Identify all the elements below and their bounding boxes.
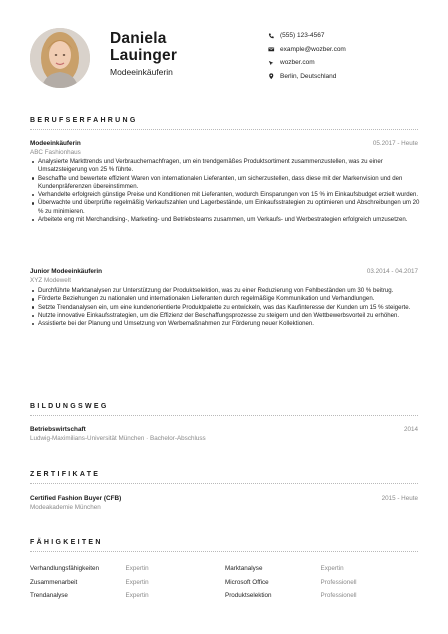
skill-level: Professionell: [320, 592, 357, 600]
contact-email-text[interactable]: example@wozber.com: [280, 45, 346, 53]
section-divider: [30, 483, 418, 484]
skill-name: Microsoft Office: [225, 578, 269, 586]
location-pin-icon: [268, 73, 278, 80]
contact-location: [268, 70, 428, 84]
education-institution: Ludwig-Maximilians-Universität München · Bachelor-Abschluss: [30, 435, 206, 442]
skill-level: Expertin: [125, 578, 149, 586]
contact-website[interactable]: [268, 56, 428, 70]
list-item: Arbeitete eng mit Merchandising-, Marketing- und Betriebsteams zusammen, um Verkaufs- und Werbestrategien erfolgreich umzusetzen.: [30, 216, 420, 224]
list-item: Beschaffte und bewertete effizient Waren von internationalen Lieferanten, um sicherzustellen, dass diese mit der Markenvision und den Kundenpräferenzen übereinstimmen.: [30, 175, 420, 192]
list-item: Analysierte Markttrends und Verbrauchernachfragen, um ein trendgemäßes Produktsortiment zusammenzustellen, was zu einer Umsatzsteigerung von 25 % führte.: [30, 158, 420, 175]
job-bullets: [30, 158, 420, 224]
job-date: 05.2017 - Heute: [372, 140, 418, 147]
contact-location-text: Berlin, Deutschland: [280, 72, 337, 80]
candidate-name: Daniela Lauinger: [110, 30, 178, 64]
section-divider: [30, 129, 418, 130]
job-bullets: [30, 287, 420, 328]
list-item: Durchführte Marktanalysen zur Unterstützung der Produktselektion, was zu einer Reduzierung von Fehlbeständen um 30 % beitrug.: [30, 287, 420, 295]
education-date: 2014: [403, 426, 418, 433]
skill-level: Expertin: [125, 592, 149, 600]
contact-phone: [268, 29, 428, 43]
contact-email[interactable]: [268, 43, 428, 57]
list-item: Verhandelte erfolgreich günstige Preise und Konditionen mit Lieferanten, wodurch Einsparungen von 15 % im Einkaufsbudget erzielt wurden.: [30, 191, 420, 199]
list-item: Setzte Trendanalysen ein, um eine kundenorientierte Produktpalette zu entwickeln, was das Kaufinteresse der Kunden um 15 % steigerte.: [30, 304, 420, 312]
experience-heading: BERUFSERFAHRUNG: [30, 117, 138, 124]
link-icon: [268, 60, 278, 67]
list-item: Überwachte und überprüfte regelmäßig Verkaufszahlen und Lagerbestände, um Einkaufsstrategien zu optimieren und Abschreibungen um 20 % zu minimieren.: [30, 199, 420, 216]
contact-phone-text: (555) 123-4567: [280, 32, 325, 40]
mail-icon: [268, 46, 278, 53]
skill-name: Produktselektion: [225, 592, 272, 600]
job-company: XYZ Modewelt: [30, 277, 71, 284]
contact-list: [268, 29, 428, 83]
phone-icon: [268, 33, 278, 40]
skill-row: [30, 562, 420, 576]
skills-table: [30, 562, 420, 603]
job-company: ABC Fashionhaus: [30, 149, 81, 156]
certificate-issuer: Modeakademie München: [30, 504, 101, 511]
profile-photo: [30, 28, 90, 88]
list-item: Assistierte bei der Planung und Umsetzung von Werbemaßnahmen zur Förderung neuer Kollektionen.: [30, 320, 420, 328]
job-title: Junior Modeeinkäuferin: [30, 268, 103, 275]
skill-name: Marktanalyse: [225, 565, 263, 573]
education-degree: Betriebswirtschaft: [30, 426, 86, 433]
section-divider: [30, 551, 418, 552]
skill-level: Expertin: [320, 565, 344, 573]
job-date: 03.2014 - 04.2017: [366, 268, 418, 275]
skill-row: [30, 576, 420, 590]
certificate-date: 2015 - Heute: [381, 495, 418, 502]
section-divider: [30, 415, 418, 416]
education-heading: BILDUNGSWEG: [30, 403, 109, 410]
skill-level: Expertin: [125, 565, 149, 573]
skill-level: Professionell: [320, 578, 357, 586]
skill-name: Zusammenarbeit: [30, 578, 78, 586]
certificate-title: Certified Fashion Buyer (CFB): [30, 495, 122, 502]
job-title: Modeeinkäuferin: [30, 140, 81, 147]
resume-header: [30, 28, 420, 92]
certificates-heading: ZERTIFIKATE: [30, 471, 101, 478]
candidate-job-title: Modeeinkäuferin: [110, 67, 173, 77]
skill-row: [30, 589, 420, 603]
skills-heading: FÄHIGKEITEN: [30, 539, 103, 546]
skill-name: Trendanalyse: [30, 592, 68, 600]
skill-name: Verhandlungsfähigkeiten: [30, 565, 99, 573]
list-item: Nutzte innovative Einkaufsstrategien, um die Effizienz der Beschaffungsprozesse zu steigern und den Wettbewerbsvorteil zu erhöhen.: [30, 312, 420, 320]
list-item: Förderte Beziehungen zu nationalen und internationalen Lieferanten durch regelmäßige Kommunikation und Verhandlungen.: [30, 295, 420, 303]
contact-website-text[interactable]: wozber.com: [280, 59, 315, 67]
